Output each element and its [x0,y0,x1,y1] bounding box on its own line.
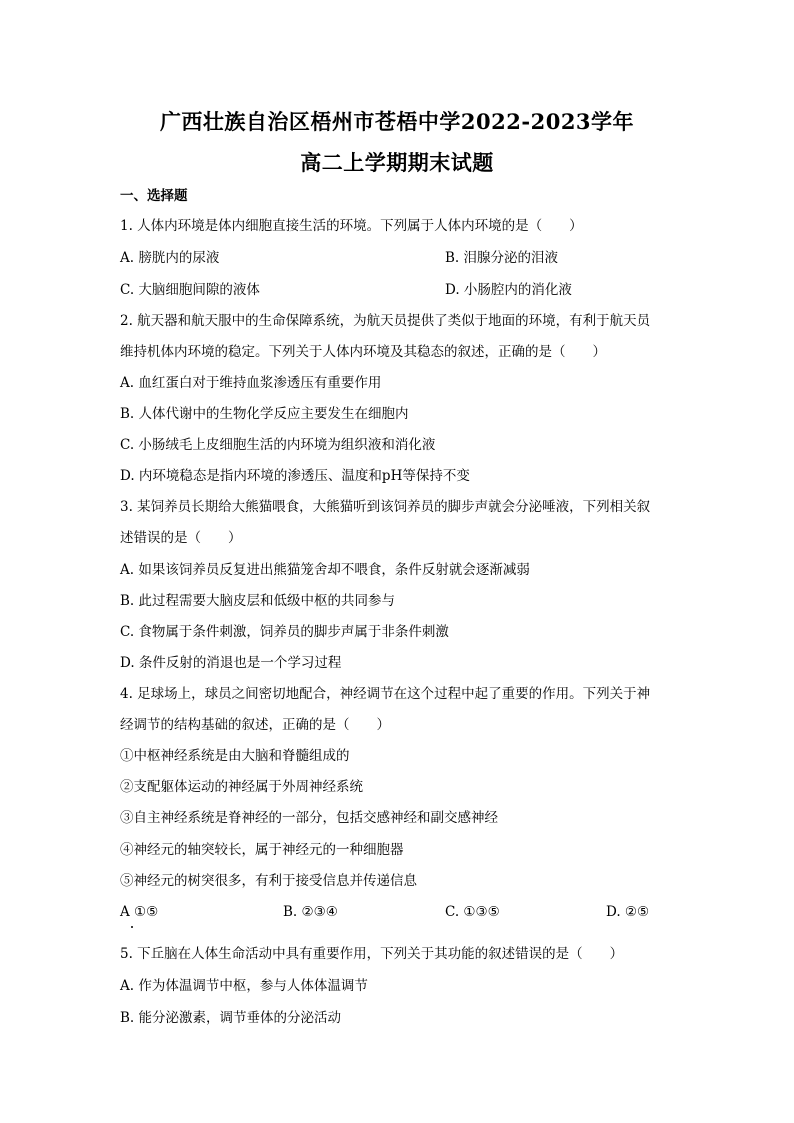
q4-statement-2: ②支配躯体运动的神经属于外周神经系统 [120,779,363,795]
stray-dot-mark [131,926,133,928]
q2-stem-line2: 维持机体内环境的稳定。下列关于人体内环境及其稳态的叙述，正确的是（ ） [120,344,606,360]
q3-option-d: D. 条件反射的消退也是一个学习过程 [120,655,342,671]
q4-option-a: A ①⑤ [120,904,159,920]
exam-title-line2: 高二上学期期末试题 [300,150,494,175]
q4-statement-3: ③自主神经系统是脊神经的一部分，包括交感神经和副交感神经 [120,810,498,826]
q2-option-b: B. 人体代谢中的生物化学反应主要发生在细胞内 [120,406,409,422]
q4-statement-4: ④神经元的轴突较长，属于神经元的一种细胞器 [120,842,404,858]
q5-option-a: A. 作为体温调节中枢，参与人体体温调节 [120,978,368,994]
q2-option-c: C. 小肠绒毛上皮细胞生活的内环境为组织液和消化液 [120,437,436,453]
q4-statement-1: ①中枢神经系统是由大脑和脊髓组成的 [120,748,350,764]
q3-option-b: B. 此过程需要大脑皮层和低级中枢的共同参与 [120,593,396,609]
q1-option-c: C. 大脑细胞间隙的液体 [120,282,260,298]
q1-option-a: A. 膀胱内的尿液 [120,250,220,266]
q4-option-d: D. ②⑤ [606,904,650,920]
q5-stem: 5. 下丘脑在人体生命活动中具有重要作用，下列关于其功能的叙述错误的是（ ） [120,946,624,962]
q2-option-a: A. 血红蛋白对于维持血浆渗透压有重要作用 [120,375,382,391]
q4-option-b: B. ②③④ [283,904,338,920]
exam-title-line1: 广西壮族自治区梧州市苍梧中学2022-2023学年 [159,109,635,134]
q2-option-d: D. 内环境稳态是指内环境的渗透压、温度和pH等保持不变 [120,468,470,484]
q5-option-b: B. 能分泌激素，调节垂体的分泌活动 [120,1010,342,1026]
q1-stem: 1. 人体内环境是体内细胞直接生活的环境。下列属于人体内环境的是（ ） [120,218,583,234]
q2-stem-line1: 2. 航天器和航天服中的生命保障系统，为航天员提供了类似于地面的环境，有利于航天员 [120,313,651,329]
q4-stem-line2: 经调节的结构基础的叙述，正确的是（ ） [120,717,390,733]
q4-statement-5: ⑤神经元的树突很多，有利于接受信息并传递信息 [120,873,417,889]
q4-stem-line1: 4. 足球场上，球员之间密切地配合，神经调节在这个过程中起了重要的作用。下列关于神 [120,686,651,702]
q1-option-b: B. 泪腺分泌的泪液 [445,250,559,266]
q1-option-d: D. 小肠腔内的消化液 [445,282,572,298]
q3-stem-line2: 述错误的是（ ） [120,530,242,546]
q3-stem-line1: 3. 某饲养员长期给大熊猫喂食，大熊猫听到该饲养员的脚步声就会分泌唾液，下列相关叙 [120,499,651,515]
section-heading: 一、选择题 [120,188,188,204]
q3-option-a: A. 如果该饲养员反复进出熊猫笼舍却不喂食，条件反射就会逐渐减弱 [120,562,530,578]
q3-option-c: C. 食物属于条件刺激，饲养员的脚步声属于非条件刺激 [120,624,449,640]
q4-option-c: C. ①③⑤ [445,904,500,920]
